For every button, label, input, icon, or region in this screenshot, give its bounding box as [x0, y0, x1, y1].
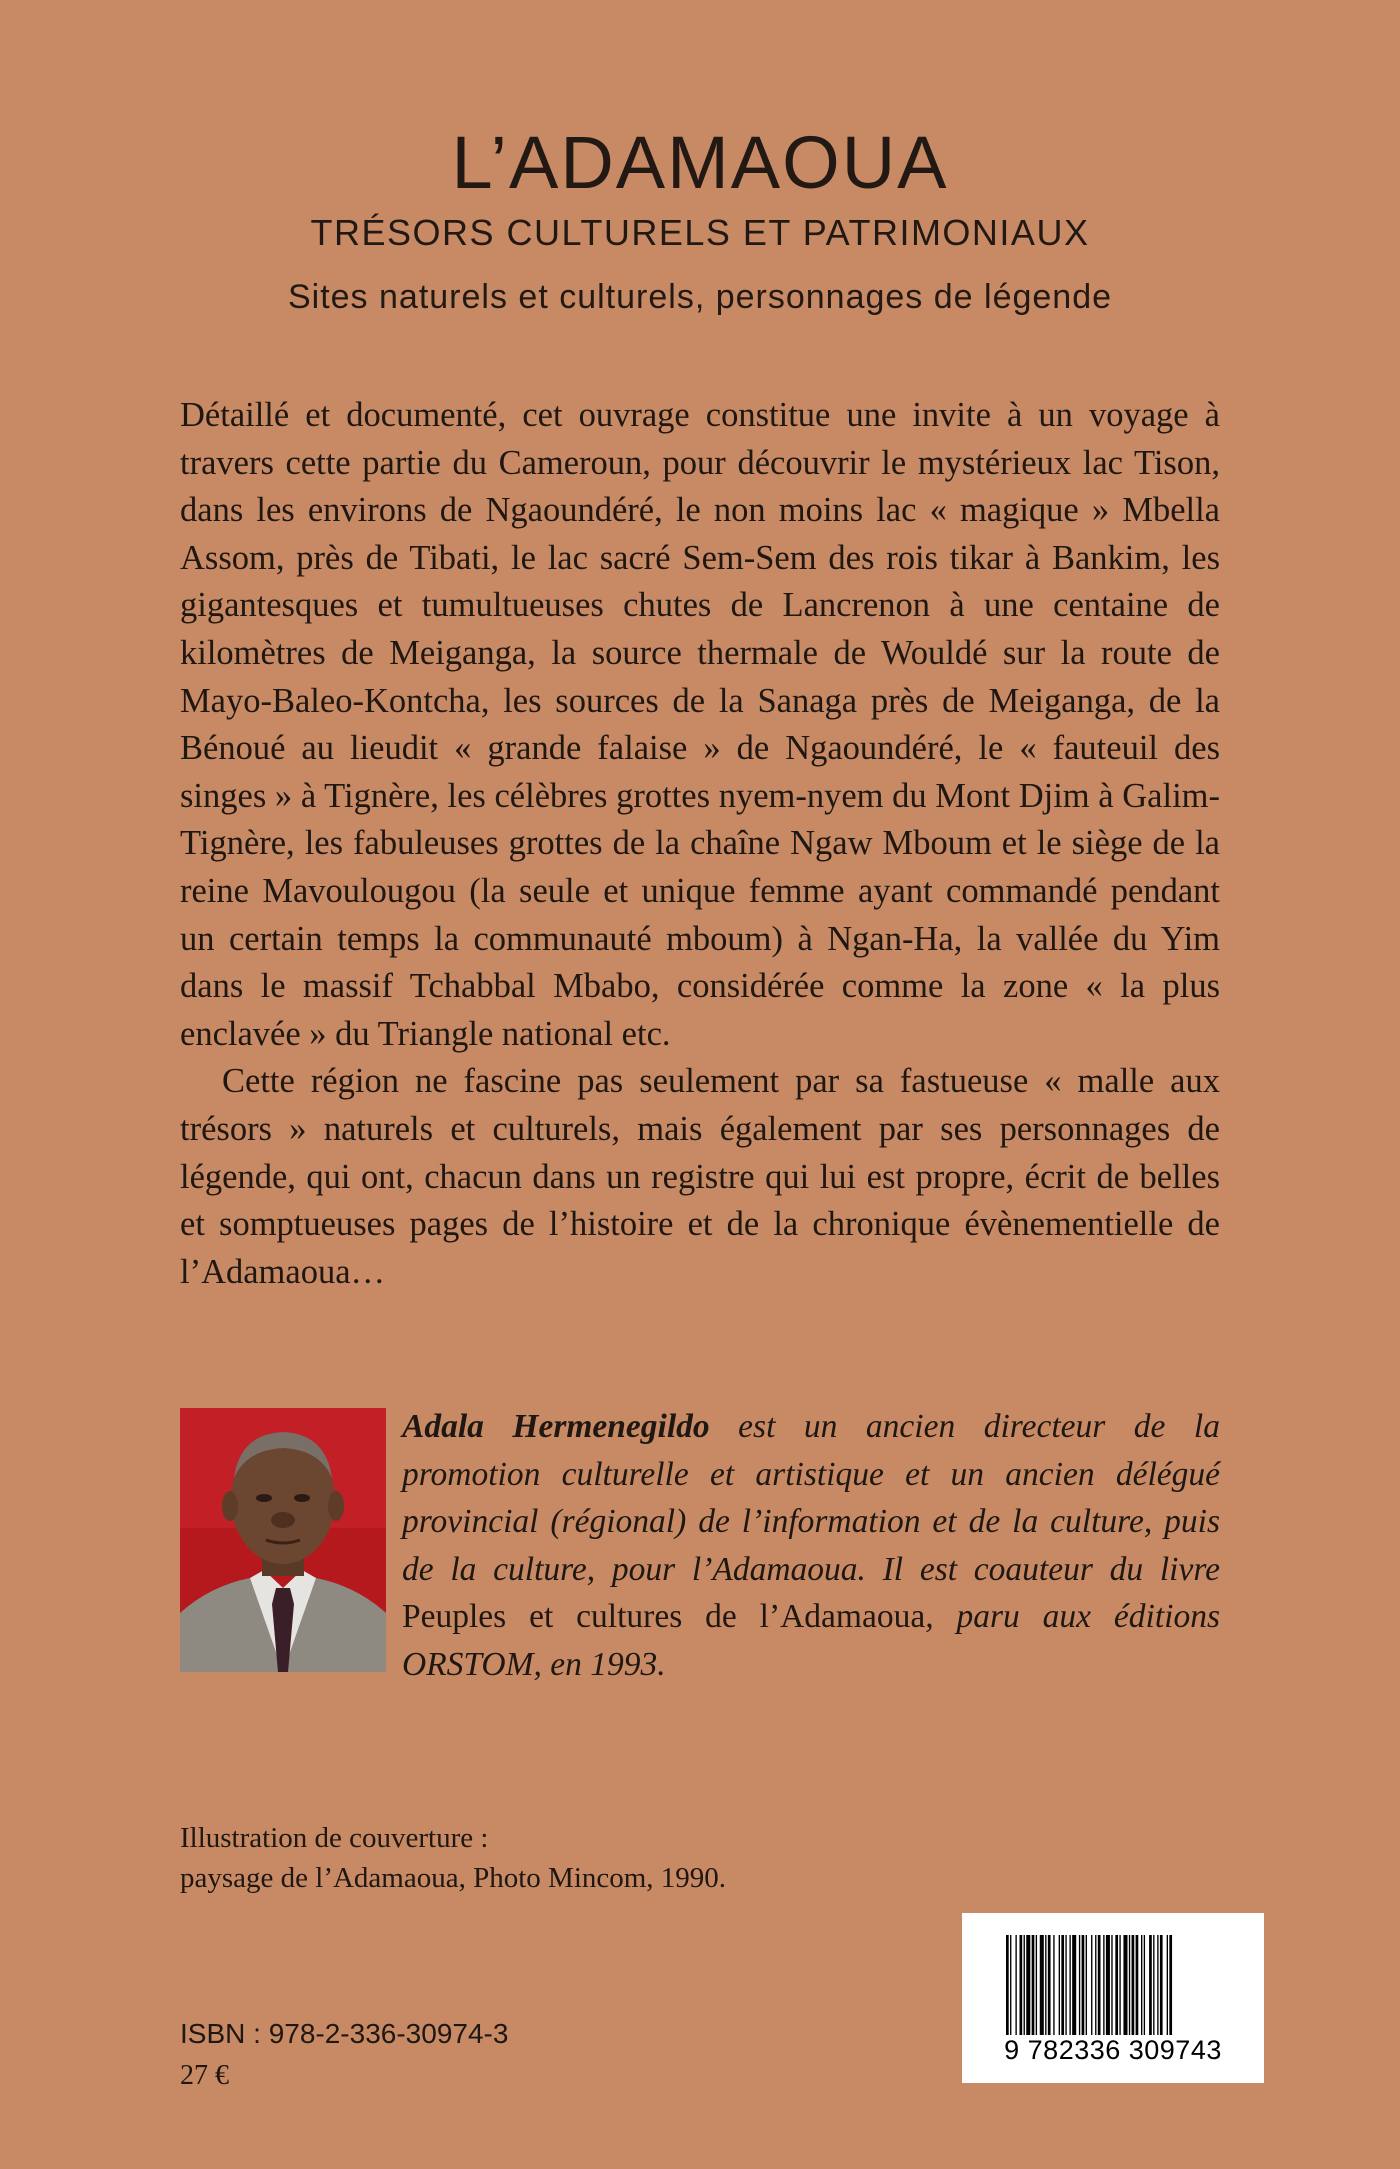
- cover-credit-line-2: paysage de l’Adamaoua, Photo Mincom, 1990.: [180, 1862, 727, 1894]
- barcode-bar: [1115, 1935, 1118, 2035]
- barcode-bar: [1006, 1935, 1009, 2035]
- barcode-bar: [1079, 1935, 1080, 2035]
- barcode-bar: [1061, 1935, 1064, 2035]
- barcode-bar: [1026, 1935, 1030, 2035]
- barcode-bar: [1032, 1935, 1035, 2035]
- barcode: [962, 1913, 1264, 2083]
- blurb-paragraph-2: Cette région ne fascine pas seulement par sa fastueuse « malle aux trésors » naturels et culturels, mais également par ses personnages de légende, qui ont, chacun dans un registre qui lui est propre, écrit de belles et somptueuses pages de l’histoire et de la chronique évènementielle de l’Adamaoua…: [180, 1062, 1220, 1291]
- barcode-bar: [1149, 1935, 1152, 2035]
- barcode-bar: [1141, 1935, 1142, 2035]
- book-tagline: Sites naturels et culturels, personnages de légende: [287, 278, 1113, 316]
- barcode-bar: [1082, 1935, 1085, 2035]
- barcode-bar: [1048, 1935, 1051, 2035]
- barcode-bar: [1024, 1935, 1025, 2035]
- price: 27 €: [180, 2060, 229, 2091]
- barcode-bar: [1103, 1935, 1104, 2035]
- author-book-title: Peuples et cultures de l’Adamaoua: [402, 1598, 926, 1636]
- barcode-bar: [1144, 1935, 1145, 2035]
- barcode-bar: [1045, 1935, 1046, 2035]
- author-photo: [180, 1408, 386, 1672]
- barcode-bar: [1106, 1935, 1110, 2035]
- barcode-bar: [1160, 1935, 1163, 2035]
- cover-credit-line-1: Illustration de couverture :: [180, 1822, 489, 1854]
- barcode-bar: [1111, 1935, 1112, 2035]
- isbn: ISBN : 978-2-336-30974-3: [180, 2018, 509, 2049]
- blurb: [180, 392, 1220, 1296]
- barcode-bar: [1065, 1935, 1066, 2035]
- barcode-bar: [1153, 1935, 1154, 2035]
- barcode-bar: [1072, 1935, 1076, 2035]
- barcode-bar: [1010, 1935, 1011, 2035]
- author-name: Adala Hermenegildo: [402, 1408, 710, 1445]
- barcode-bar: [1069, 1935, 1070, 2035]
- barcode-bar: [1091, 1935, 1092, 2035]
- barcode-bar: [1119, 1935, 1120, 2035]
- barcode-bar: [1123, 1935, 1127, 2035]
- author-bio: [402, 1403, 1220, 1689]
- barcode-bar: [1167, 1935, 1168, 2035]
- barcode-bar: [1169, 1935, 1172, 2035]
- barcode-bar: [1015, 1935, 1016, 2035]
- barcode-bar: [1129, 1935, 1130, 2035]
- book-title: L’ADAMAOUA: [451, 121, 949, 204]
- barcode-bars: [1006, 1935, 1220, 2035]
- barcode-bar: [1095, 1935, 1096, 2035]
- book-subtitle: TRÉSORS CULTURELS ET PATRIMONIAUX: [310, 212, 1090, 253]
- barcode-bar: [1086, 1935, 1087, 2035]
- barcode-digits: 9 782336 309743: [1004, 2035, 1222, 2065]
- barcode-bar: [1098, 1935, 1101, 2035]
- barcode-bar: [1132, 1935, 1135, 2035]
- author-bio-text: est un ancien directeur de la promotion culturelle et artistique et un ancien délégué provincial (régional) de l’information et de la culture, puis de la culture, pour l’Adamaoua. Il est coauteur du livre: [402, 1408, 1220, 1588]
- barcode-bar: [1157, 1935, 1158, 2035]
- author-bio-text-end: , paru aux éditions ORSTOM, en 1993.: [402, 1598, 1221, 1683]
- barcode-bar: [1059, 1935, 1060, 2035]
- barcode-bar: [1040, 1935, 1044, 2035]
- barcode-bar: [1036, 1935, 1037, 2035]
- cover-credit: [180, 1818, 726, 1898]
- barcode-bar: [1020, 1935, 1023, 2035]
- barcode-bar: [1053, 1935, 1054, 2035]
- blurb-paragraph-1: Détaillé et documenté, cet ouvrage constitue une invite à un voyage à travers cette partie du Cameroun, pour découvrir le mystérieux lac Tison, dans les environs de Ngaoundéré, le non moins lac « magique » Mbella Assom, près de Tibati, le lac sacré Sem-Sem des rois tikar à Bankim, les gigantesques et tumultueuses chutes de Lancrenon à une centaine de kilomètres de Meiganga, la source thermale de Wouldé sur la route de Mayo-Baleo-Kontcha, les sources de la Sanaga près de Meiganga, de la Bénoué au lieudit « grande falaise » de Ngaoundéré, le « fauteuil des singes » à Tignère, les célèbres grottes nyem-nyem du Mont Djim à Galim-Tignère, les fabuleuses grottes de la chaîne Ngaw Mboum et le siège de la reine Mavoulougou (la seule et unique femme ayant commandé pendant un certain temps la communauté mboum) à Ngan-Ha, la vallée du Yim dans le massif Tchabbal Mbabo, considérée comme la zone « la plus enclavée » du Triangle national etc.: [180, 396, 1220, 1053]
- barcode-bar: [1136, 1935, 1139, 2035]
